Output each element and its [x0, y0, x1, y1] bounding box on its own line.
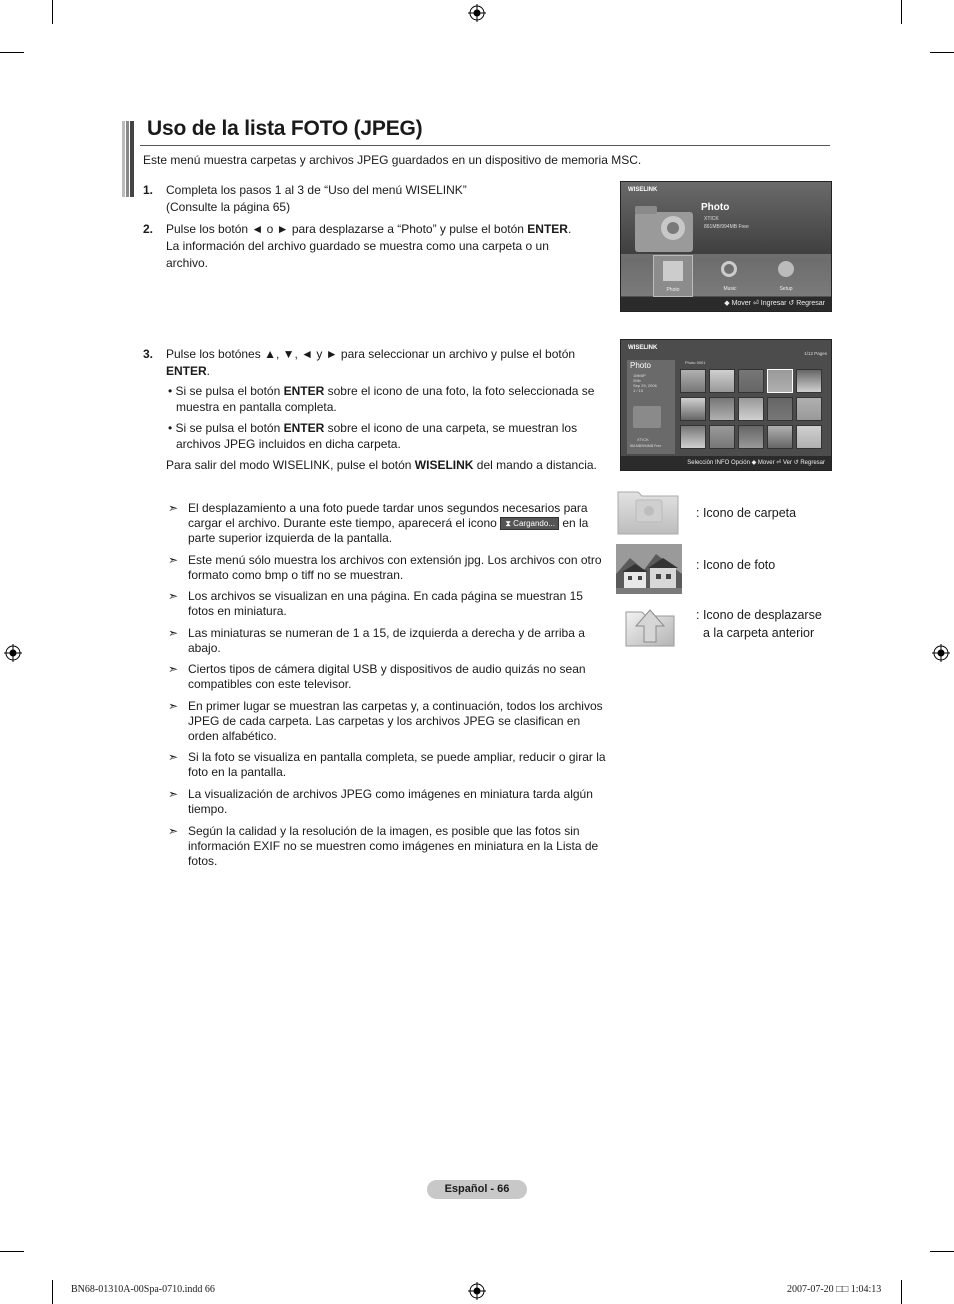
tv1-info-1: XTICK	[704, 216, 719, 222]
bullet-text: muestra en pantalla completa.	[176, 399, 337, 414]
note-text: Este menú sólo muestra los archivos con extensión jpg. Los archivos con otro formato como bmp o tiff no se muestran.	[188, 553, 602, 582]
tv2-free: 861MB/994MB Free	[630, 444, 662, 448]
exit-text: Para salir del modo WISELINK, pulse el botón	[166, 458, 415, 472]
title-accent-bars	[122, 121, 134, 197]
step-number: 1.	[143, 183, 154, 197]
note-arrow-icon: ➣	[168, 787, 179, 801]
note-text: En primer lugar se muestran las carpetas y, a continuación, todos los archivos JPEG de cada carpeta. Las carpetas y los archivos JPEG se clasifican en orden alfabético.	[188, 699, 603, 743]
thumbnail[interactable]	[796, 397, 822, 421]
wiselink-logo: WISELINK	[628, 187, 658, 193]
bullet-folder-enter	[168, 421, 608, 452]
note-text: La visualización de archivos JPEG como imágenes en miniatura tarda algún tiempo.	[188, 787, 593, 816]
folder-up-label-line-1: : Icono de desplazarse	[696, 608, 822, 622]
print-timestamp: 2007-07-20 □□ 1:04:13	[787, 1284, 882, 1295]
step-3-line-1: Pulse los botónes ▲, ▼, ◄ y ► para seleccionar un archivo y pulse el botón	[166, 347, 576, 361]
tv2-meta-2: Sep 29, 2006	[633, 383, 657, 388]
note-1-line-2b: en la	[558, 516, 589, 530]
tv1-menu-label: Setup	[779, 286, 793, 292]
thumbnail[interactable]	[709, 397, 735, 421]
folder-up-icon	[622, 602, 682, 650]
thumbnail[interactable]	[796, 425, 822, 449]
step-number: 3.	[143, 347, 154, 361]
thumbnail[interactable]	[767, 425, 793, 449]
folder-up-icon-label	[696, 606, 822, 642]
note-arrow-icon: ➣	[168, 699, 179, 713]
thumbnail[interactable]	[738, 425, 764, 449]
bullet-text: sobre el icono de una carpeta, se muestran los	[324, 421, 578, 435]
note-1-line-2: cargar el archivo. Durante este tiempo, aparecerá el icono	[188, 516, 501, 530]
page-number: Español - 66	[427, 1180, 527, 1199]
tv1-info-2: 861MB/994MB Free	[704, 224, 749, 230]
registration-mark-top-icon	[468, 4, 486, 22]
tv2-device: XTICK	[637, 437, 649, 442]
registration-mark-bottom-icon	[468, 1282, 486, 1300]
bullet-text: • Si se pulsa el botón	[168, 421, 284, 435]
loading-indicator	[500, 517, 559, 530]
thumbnail[interactable]	[709, 425, 735, 449]
tv2-meta-3: 1 / 15	[633, 388, 644, 393]
title-rule	[140, 145, 830, 146]
folder-graphic-icon	[631, 200, 699, 256]
tv2-path: Photo 0001	[685, 360, 706, 365]
bullet-text: archivos JPEG incluidos en dicha carpeta.	[176, 436, 401, 451]
enter-keyword: ENTER	[166, 364, 207, 378]
step-1-line-2: (Consulte la página 65)	[166, 200, 291, 214]
tv2-thumbnail-grid	[679, 367, 829, 453]
exit-text: del mando a distancia.	[473, 458, 597, 472]
file-slug: BN68-01310A-00Spa-0710.indd 66	[71, 1284, 215, 1295]
tv2-meta-0: 1Mb5P	[633, 373, 646, 378]
thumbnail[interactable]	[767, 369, 793, 393]
note-text: Los archivos se visualizan en una página. En cada página se muestran 15 fotos en miniatura.	[188, 589, 583, 618]
exit-instruction	[166, 458, 616, 474]
thumbnail[interactable]	[680, 425, 706, 449]
note-text: Ciertos tipos de cámera digital USB y dispositivos de audio quizás no sean compatibles con este televisor.	[188, 662, 586, 691]
thumbnail[interactable]	[738, 397, 764, 421]
tv2-meta-1: 2Mb	[633, 378, 641, 383]
note-arrow-icon: ➣	[168, 626, 179, 640]
registration-mark-right-icon	[932, 644, 950, 662]
step-2-line-3: archivo.	[166, 256, 209, 270]
gear-icon	[778, 261, 794, 277]
wiselink-logo: WISELINK	[628, 345, 658, 351]
tv2-pages: 1/12 Pages	[804, 351, 827, 356]
tv1-menu-setup[interactable]	[767, 255, 805, 295]
photo-icon-label: : Icono de foto	[696, 558, 776, 572]
photo-menu-icon	[663, 261, 683, 281]
step-1	[143, 182, 613, 216]
step-number: 2.	[143, 222, 154, 236]
thumbnail[interactable]	[680, 369, 706, 393]
note-arrow-icon: ➣	[168, 824, 179, 838]
tv2-folder-icon	[633, 406, 661, 428]
step-2	[143, 221, 613, 273]
punct: .	[567, 222, 572, 236]
wiselink-keyword: WISELINK	[414, 458, 474, 472]
registration-mark-left-icon	[4, 644, 22, 662]
tv1-menu-label: Photo	[666, 287, 680, 293]
note-1-line-1: El desplazamiento a una foto puede tardar unos segundos necesarios para	[188, 501, 588, 515]
note-arrow-icon: ➣	[168, 501, 179, 515]
tv-screen-photo-list	[620, 339, 832, 471]
tv1-menu-label: Music	[723, 286, 737, 292]
intro-text: Este menú muestra carpetas y archivos JPEG guardados en un dispositivo de memoria MSC.	[143, 153, 642, 167]
note-arrow-icon: ➣	[168, 750, 179, 764]
tv1-menu-photo[interactable]	[653, 255, 693, 297]
thumbnail[interactable]	[709, 369, 735, 393]
note-arrow-icon: ➣	[168, 589, 179, 603]
note-1-line-3: parte superior izquierda de la pantalla.	[188, 531, 393, 545]
tv1-control-bar: ◆ Mover ⏎ Ingresar ↺ Regresar	[621, 297, 831, 311]
loading-label: Cargando...	[513, 519, 555, 529]
tv2-side-panel	[627, 360, 675, 454]
note-text: Las miniaturas se numeran de 1 a 15, de izquierda a derecha y de arriba a abajo.	[188, 626, 585, 655]
thumbnail[interactable]	[767, 397, 793, 421]
photo-icon	[616, 544, 682, 594]
page-title: Uso de la lista FOTO (JPEG)	[147, 117, 423, 140]
thumbnail[interactable]	[680, 397, 706, 421]
punct: .	[206, 364, 211, 378]
step-2-line-1: Pulse los botón ◄ o ► para desplazarse a “Photo” y pulse el botón	[166, 222, 528, 236]
tv1-menu-music[interactable]	[711, 255, 749, 295]
enter-keyword: ENTER	[527, 222, 568, 236]
step-1-line-1: Completa los pasos 1 al 3 de “Uso del menú WISELINK”	[166, 183, 467, 197]
thumbnail[interactable]	[738, 369, 764, 393]
folder-icon	[616, 486, 680, 536]
note-text: Según la calidad y la resolución de la imagen, es posible que las fotos sin información EXIF no se muestren como imágenes en miniatura en la Lista de fotos.	[188, 824, 599, 868]
folder-icon-label: : Icono de carpeta	[696, 506, 797, 520]
tv2-control-bar: Selección INFO Opción ◆ Mover ⏎ Ver ↺ Regresar	[621, 456, 831, 470]
enter-keyword: ENTER	[283, 421, 325, 435]
thumbnail[interactable]	[796, 369, 822, 393]
note-arrow-icon: ➣	[168, 553, 179, 567]
step-3	[143, 346, 613, 380]
folder-up-label-line-2: a la carpeta anterior	[703, 626, 815, 640]
note-text: Si la foto se visualiza en pantalla completa, se puede ampliar, reducir o girar la foto en la pantalla.	[188, 750, 606, 779]
bullet-text: • Si se pulsa el botón	[168, 384, 284, 398]
headphones-icon	[721, 261, 737, 277]
enter-keyword: ENTER	[283, 384, 325, 398]
tv1-heading: Photo	[701, 202, 730, 213]
note-arrow-icon: ➣	[168, 662, 179, 676]
bullet-text: sobre el icono de una foto, la foto seleccionada se	[324, 384, 595, 398]
tv2-heading: Photo	[630, 361, 651, 370]
hourglass-icon: ⧗	[505, 519, 511, 529]
tv-screen-wiselink-main	[620, 181, 832, 312]
step-2-line-2: La información del archivo guardado se muestra como una carpeta o un	[166, 239, 549, 253]
bullet-photo-enter	[168, 384, 608, 415]
